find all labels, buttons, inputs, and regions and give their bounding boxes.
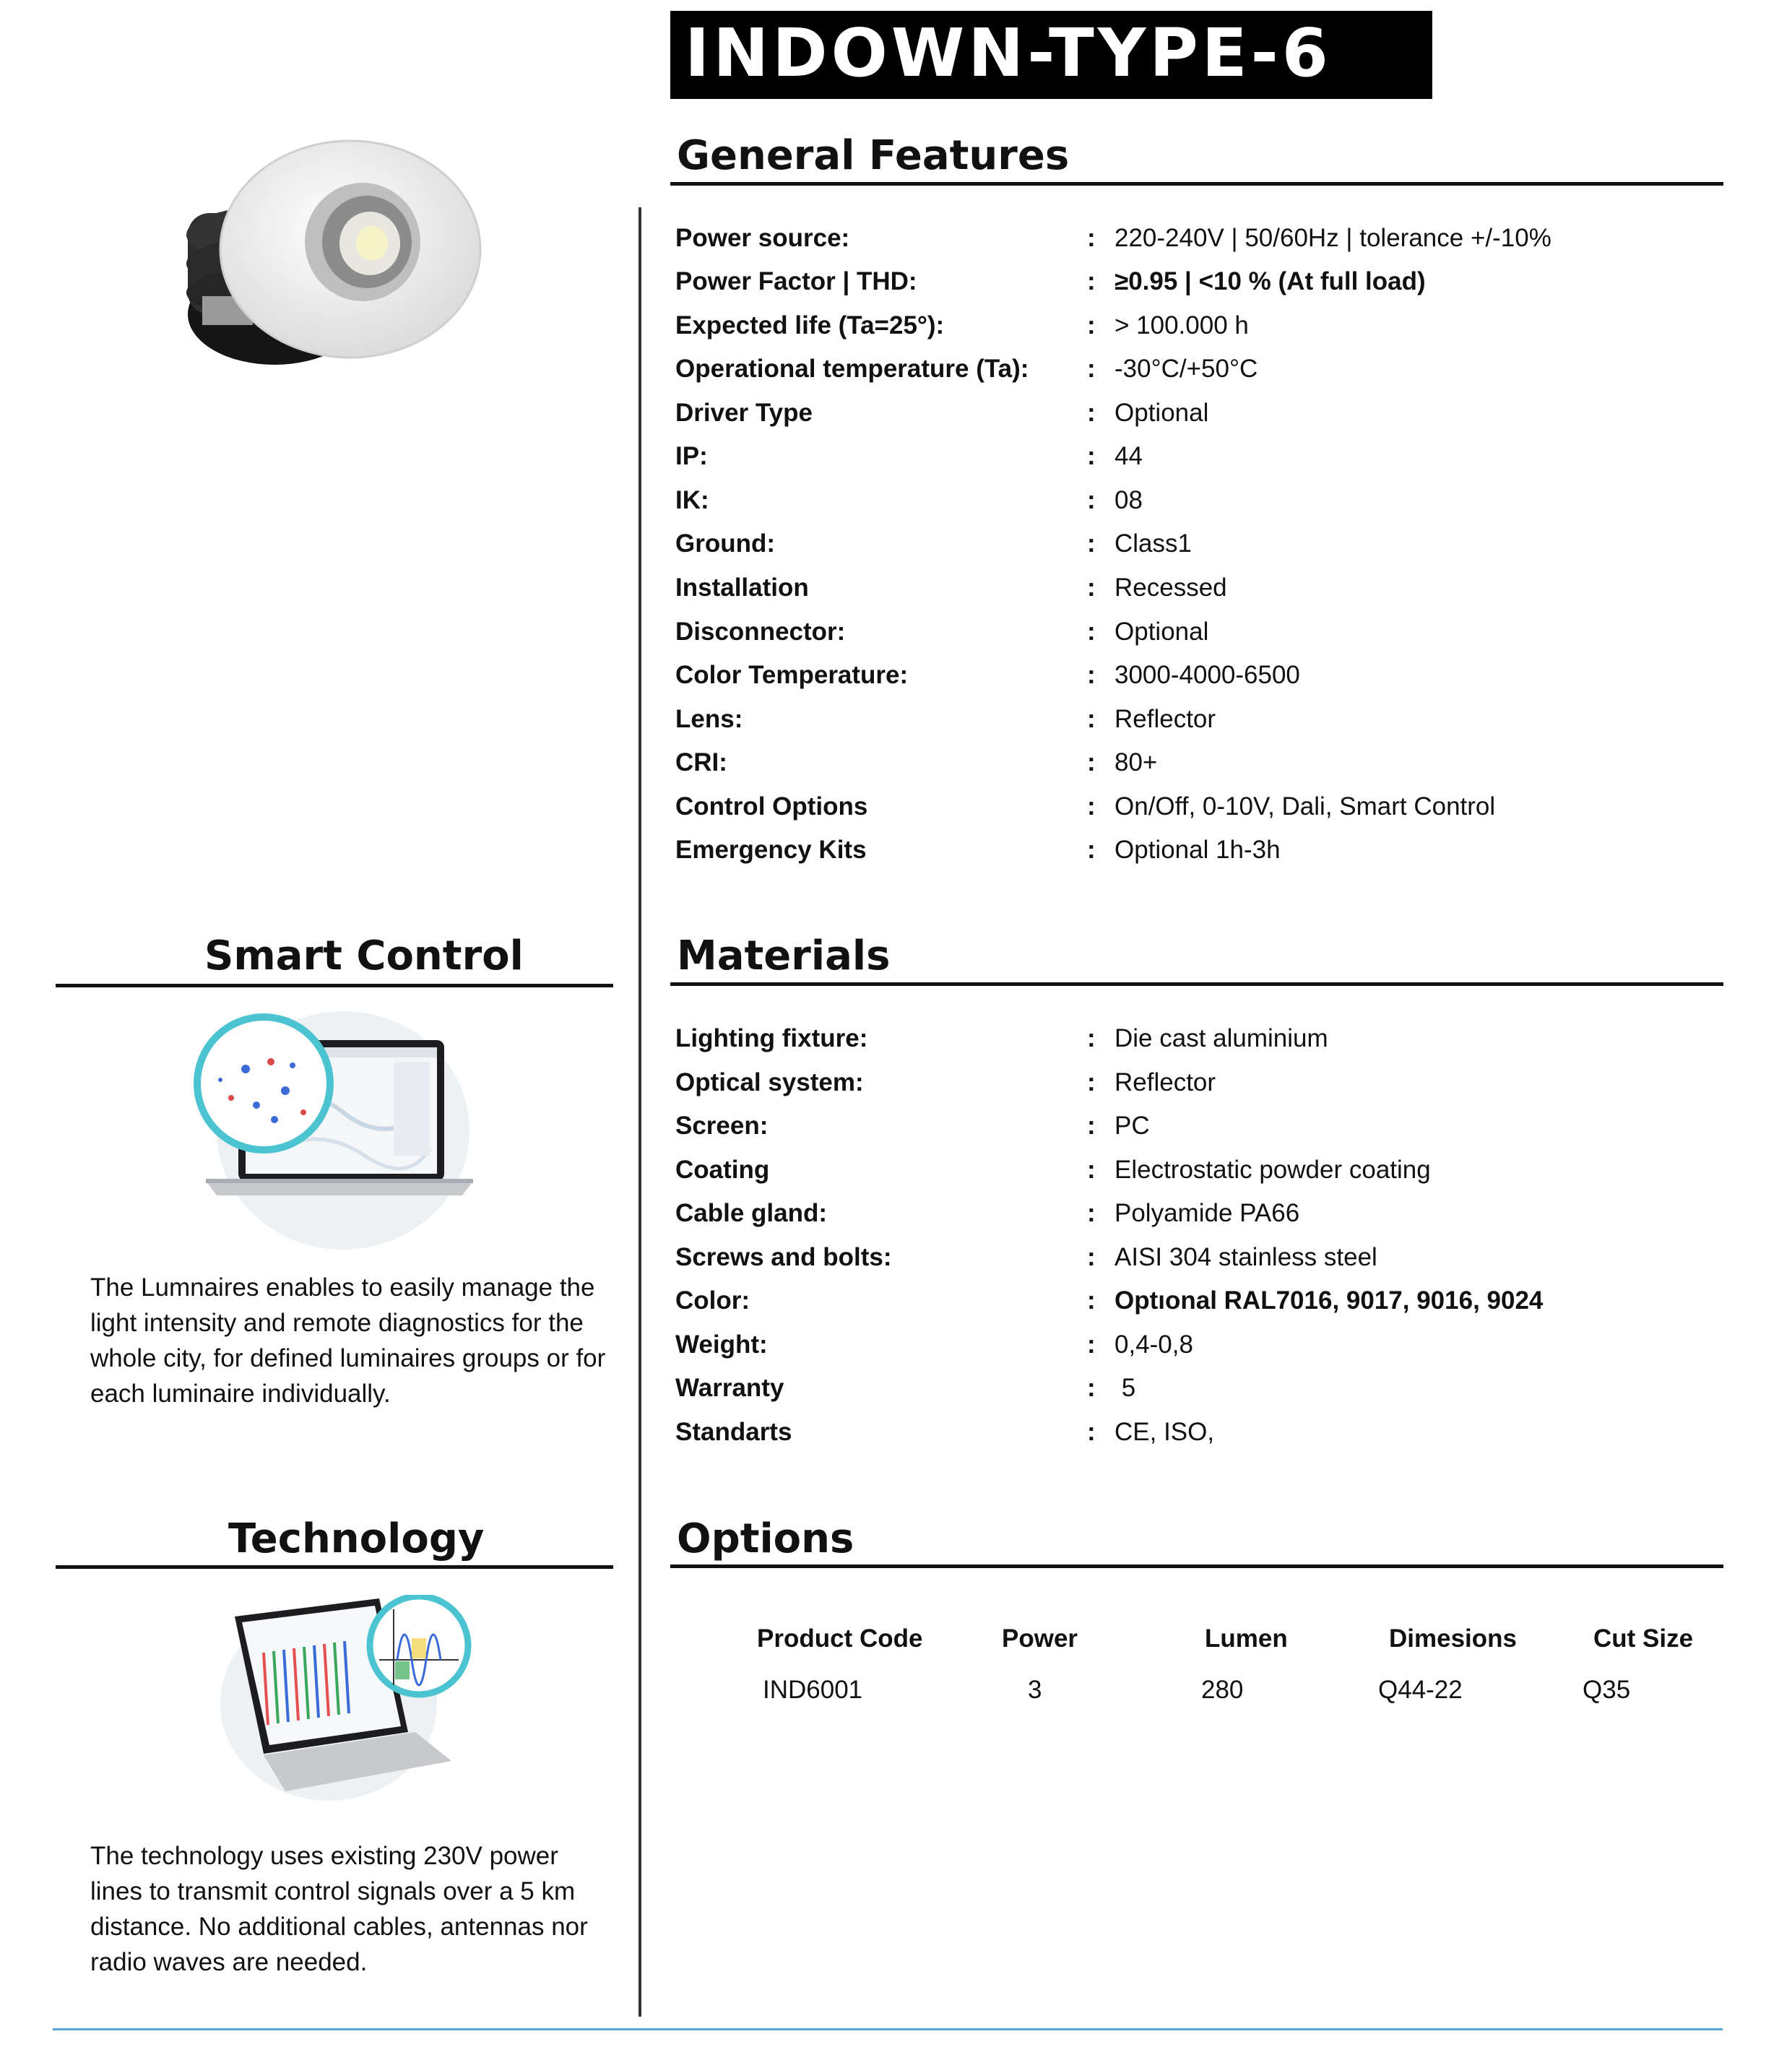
spec-label: Warranty (675, 1374, 784, 1402)
spec-value: AISI 304 stainless steel (1114, 1243, 1377, 1271)
spec-value: Electrostatic powder coating (1114, 1156, 1431, 1184)
spec-row (675, 393, 1723, 433)
spec-value: 3000-4000-6500 (1114, 661, 1300, 689)
spec-colon: : (1087, 1068, 1096, 1096)
spec-colon: : (1087, 486, 1096, 514)
spec-row (675, 1368, 1723, 1408)
spec-value: -30°C/+50°C (1114, 355, 1258, 383)
spec-row (675, 1150, 1723, 1190)
spec-label: Lens: (675, 705, 743, 733)
spec-colon: : (1087, 355, 1096, 383)
spec-colon: : (1087, 399, 1096, 427)
materials-rule (670, 982, 1723, 986)
general-features-rule (670, 182, 1723, 186)
spec-row (675, 1281, 1723, 1321)
spec-label: Standarts (675, 1418, 792, 1446)
spec-row (675, 524, 1723, 564)
spec-value: Optional 1h-3h (1114, 836, 1281, 864)
materials-heading: Materials (677, 932, 891, 979)
spec-value: Reflector (1114, 705, 1216, 733)
options-cell-product-code: IND6001 (763, 1676, 863, 1704)
spec-row (675, 480, 1723, 521)
spec-value: Class1 (1114, 529, 1192, 558)
spec-colon: : (1087, 574, 1096, 602)
options-header-power: Power (1002, 1624, 1078, 1653)
spec-label: Color Temperature: (675, 661, 909, 689)
spec-row (675, 787, 1723, 827)
options-header-cut-size: Cut Size (1593, 1624, 1694, 1653)
spec-row (675, 218, 1723, 259)
spec-colon: : (1087, 1199, 1096, 1227)
spec-colon: : (1087, 529, 1096, 558)
spec-colon: : (1087, 618, 1096, 646)
options-cell-dimensions: Q44-22 (1378, 1676, 1463, 1704)
footer-rule (53, 2028, 1723, 2030)
smart-control-text: The Lumnaires enables to easily manage the light intensity and remote diagnostics for the whole city, for defined luminaires groups or for each luminaire individually. (90, 1273, 606, 1408)
spec-colon: : (1087, 311, 1096, 339)
spec-row (675, 261, 1723, 302)
spec-label: IK: (675, 486, 709, 514)
options-header-product-code: Product Code (757, 1624, 923, 1653)
spec-value: Die cast aluminium (1114, 1024, 1328, 1052)
spec-value: 80+ (1114, 748, 1158, 776)
spec-label: Emergency Kits (675, 836, 867, 864)
laptop-chart-illustration (213, 1595, 473, 1804)
spec-value: > 100.000 h (1114, 311, 1249, 339)
options-header-lumen: Lumen (1205, 1624, 1288, 1653)
spec-label: Color: (675, 1286, 750, 1315)
spec-value: 0,4-0,8 (1114, 1330, 1193, 1359)
spec-label: Power Factor | THD: (675, 267, 917, 295)
smart-control-rule (56, 984, 613, 987)
spec-label: Control Options (675, 792, 868, 821)
spec-row (675, 1325, 1723, 1365)
spec-colon: : (1087, 1286, 1096, 1315)
spec-value: Polyamide PA66 (1114, 1199, 1300, 1227)
spec-row (675, 1193, 1723, 1234)
spec-row (675, 349, 1723, 389)
spec-colon: : (1087, 1243, 1096, 1271)
technology-heading: Technology (228, 1515, 485, 1562)
options-header-dimensions: Dimesions (1389, 1624, 1517, 1653)
technology-rule (56, 1565, 613, 1569)
spec-label: CRI: (675, 748, 727, 776)
technology-text: The technology uses existing 230V power lines to transmit control signals over a 5 km distance. No additional cables, antennas nor radio waves are needed. (90, 1842, 588, 1976)
smart-control-heading: Smart Control (204, 932, 524, 979)
options-cell-power: 3 (1028, 1676, 1042, 1704)
spec-label: Weight: (675, 1330, 768, 1359)
spec-value: 44 (1114, 442, 1143, 470)
options-rule (670, 1565, 1723, 1568)
spec-value: Optional (1114, 399, 1209, 427)
product-image (173, 134, 484, 379)
spec-value: 220-240V | 50/60Hz | tolerance +/-10% (1114, 224, 1551, 252)
spec-colon: : (1087, 442, 1096, 470)
spec-row (675, 1412, 1723, 1453)
spec-label: Cable gland: (675, 1199, 828, 1227)
spec-label: Ground: (675, 529, 776, 558)
spec-label: Screen: (675, 1112, 769, 1140)
spec-row (675, 1237, 1723, 1278)
spec-row (675, 830, 1723, 870)
spec-value: 5 (1114, 1374, 1136, 1402)
spec-row (675, 1106, 1723, 1146)
spec-row (675, 306, 1723, 346)
spec-value: Optional (1114, 618, 1209, 646)
spec-colon: : (1087, 661, 1096, 689)
spec-label: Lighting fixture: (675, 1024, 868, 1052)
spec-colon: : (1087, 792, 1096, 821)
spec-value: Optıonal RAL7016, 9017, 9016, 9024 (1114, 1286, 1544, 1315)
spec-label: Disconnector: (675, 618, 846, 646)
spec-label: Installation (675, 574, 809, 602)
spec-label: Power source: (675, 224, 850, 252)
spec-colon: : (1087, 705, 1096, 733)
spec-label: IP: (675, 442, 708, 470)
spec-row (675, 699, 1723, 740)
column-divider (639, 207, 641, 2017)
spec-colon: : (1087, 1374, 1096, 1402)
spec-row (675, 1018, 1723, 1059)
spec-label: Operational temperature (Ta): (675, 355, 1029, 383)
spec-label: Screws and bolts: (675, 1243, 892, 1271)
spec-value: CE, ISO, (1114, 1418, 1215, 1446)
spec-value: ≥0.95 | <10 % (At full load) (1114, 267, 1426, 295)
spec-value: Reflector (1114, 1068, 1216, 1096)
spec-colon: : (1087, 1112, 1096, 1140)
spec-row (675, 1063, 1723, 1103)
spec-colon: : (1087, 836, 1096, 864)
spec-row (675, 436, 1723, 477)
spec-row (675, 655, 1723, 696)
spec-colon: : (1087, 748, 1096, 776)
spec-label: Expected life (Ta=25°): (675, 311, 945, 339)
spec-value: 08 (1114, 486, 1143, 514)
spec-label: Driver Type (675, 399, 813, 427)
spec-value: PC (1114, 1112, 1150, 1140)
general-features-heading: General Features (677, 132, 1070, 179)
spec-value: Recessed (1114, 574, 1227, 602)
spec-colon: : (1087, 1418, 1096, 1446)
spec-colon: : (1087, 224, 1096, 252)
options-heading: Options (677, 1515, 854, 1562)
spec-row (675, 743, 1723, 783)
spec-colon: : (1087, 267, 1096, 295)
spec-row (675, 568, 1723, 608)
spec-colon: : (1087, 1024, 1096, 1052)
spec-colon: : (1087, 1330, 1096, 1359)
spec-value: On/Off, 0-10V, Dali, Smart Control (1114, 792, 1496, 821)
options-cell-lumen: 280 (1201, 1676, 1244, 1704)
spec-row (675, 612, 1723, 652)
spec-label: Coating (675, 1156, 770, 1184)
spec-colon: : (1087, 1156, 1096, 1184)
title-banner (670, 11, 1432, 99)
spec-label: Optical system: (675, 1068, 864, 1096)
laptop-map-illustration (177, 1011, 480, 1250)
product-title: INDOWN-TYPE-6 (685, 14, 1332, 92)
options-cell-cut-size: Q35 (1583, 1676, 1631, 1704)
